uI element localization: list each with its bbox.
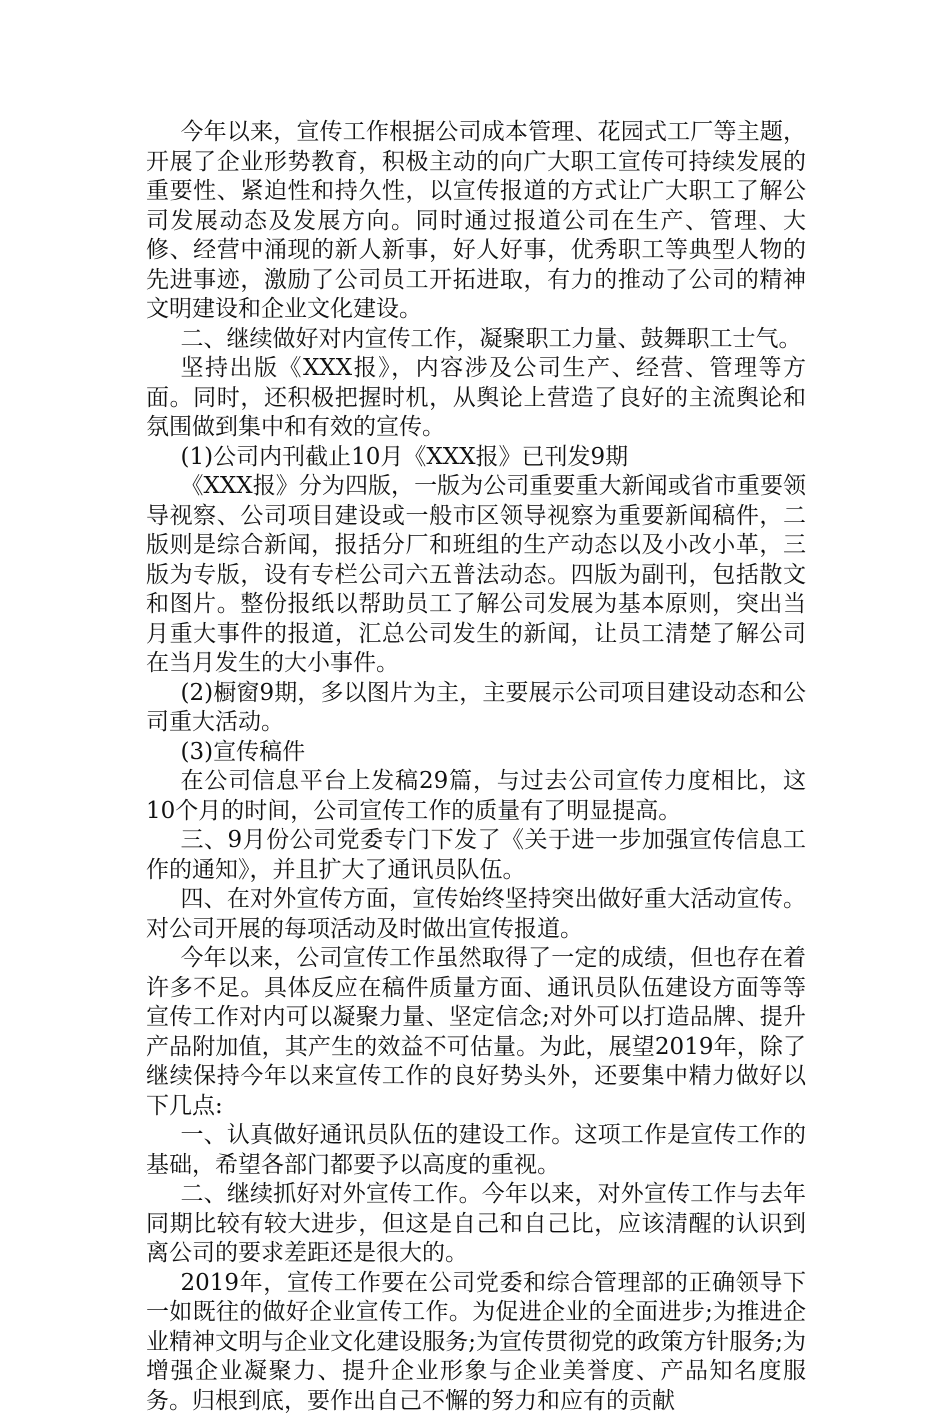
paragraph-newspaper-layout: 《XXX报》分为四版，一版为公司重要重大新闻或省市重要领导视察、公司项目建设或一般市区领导视察为重要新闻稿件，二版则是综合新闻，报括分厂和班组的生产动态以及小改小革，三版为专版，设有专栏公司六五普法动态。四版为副刊，包括散文和图片。整份报纸以帮助员工了解公司发展为基本原则，突出当月重大事件的报道，汇总公司发生的新闻，让员工清楚了解公司在当月发生的大小事件。 (146, 472, 806, 679)
paragraph-conclusion: 2019年，宣传工作要在公司党委和综合管理部的正确领导下一如既往的做好企业宣传工作。为促进企业的全面进步;为推进企业精神文明与企业文化建设服务;为宣传贯彻党的政策方针服务;为增强企业凝聚力、提升企业形象与企业美誉度、产品知名度服务。归根到底，要作出自己不懈的努力和应有的贡献 (146, 1269, 806, 1416)
paragraph-section-3: 三、9月份公司党委专门下发了《关于进一步加强宣传信息工作的通知》，并且扩大了通讯员队伍。 (146, 826, 806, 885)
paragraph-plan-2: 二、继续抓好对外宣传工作。今年以来，对外宣传工作与去年同期比较有较大进步，但这是自己和自己比，应该清醒的认识到离公司的要求差距还是很大的。 (146, 1180, 806, 1269)
paragraph-section-2-heading: 二、继续做好对内宣传工作，凝聚职工力量、鼓舞职工士气。 (146, 325, 806, 355)
paragraph-section-4: 四、在对外宣传方面，宣传始终坚持突出做好重大活动宣传。对公司开展的每项活动及时做出宣传报道。 (146, 885, 806, 944)
paragraph-posts: 在公司信息平台上发稿29篇，与过去公司宣传力度相比，这10个月的时间，公司宣传工作的质量有了明显提高。 (146, 767, 806, 826)
paragraph-shortcomings: 今年以来，公司宣传工作虽然取得了一定的成绩，但也存在着许多不足。具体反应在稿件质量方面、通讯员队伍建设方面等等宣传工作对内可以凝聚力量、坚定信念;对外可以打造品牌、提升产品附加值，其产生的效益不可估量。为此，展望2019年，除了继续保持今年以来宣传工作的良好势头外，还要集中精力做好以下几点: (146, 944, 806, 1121)
paragraph-item-2: (2)橱窗9期，多以图片为主，主要展示公司项目建设动态和公司重大活动。 (146, 679, 806, 738)
paragraph-newspaper: 坚持出版《XXX报》，内容涉及公司生产、经营、管理等方面。同时，还积极把握时机，从舆论上营造了良好的主流舆论和氛围做到集中和有效的宣传。 (146, 354, 806, 443)
document-body (146, 118, 806, 1416)
paragraph-plan-1: 一、认真做好通讯员队伍的建设工作。这项工作是宣传工作的基础，希望各部门都要予以高度的重视。 (146, 1121, 806, 1180)
paragraph-intro: 今年以来，宣传工作根据公司成本管理、花园式工厂等主题，开展了企业形势教育，积极主动的向广大职工宣传可持续发展的重要性、紧迫性和持久性，以宣传报道的方式让广大职工了解公司发展动态及发展方向。同时通过报道公司在生产、管理、大修、经营中涌现的新人新事，好人好事，优秀职工等典型人物的先进事迹，激励了公司员工开拓进取，有力的推动了公司的精神文明建设和企业文化建设。 (146, 118, 806, 325)
paragraph-item-1: (1)公司内刊截止10月《XXX报》已刊发9期 (146, 443, 806, 473)
paragraph-item-3: (3)宣传稿件 (146, 738, 806, 768)
